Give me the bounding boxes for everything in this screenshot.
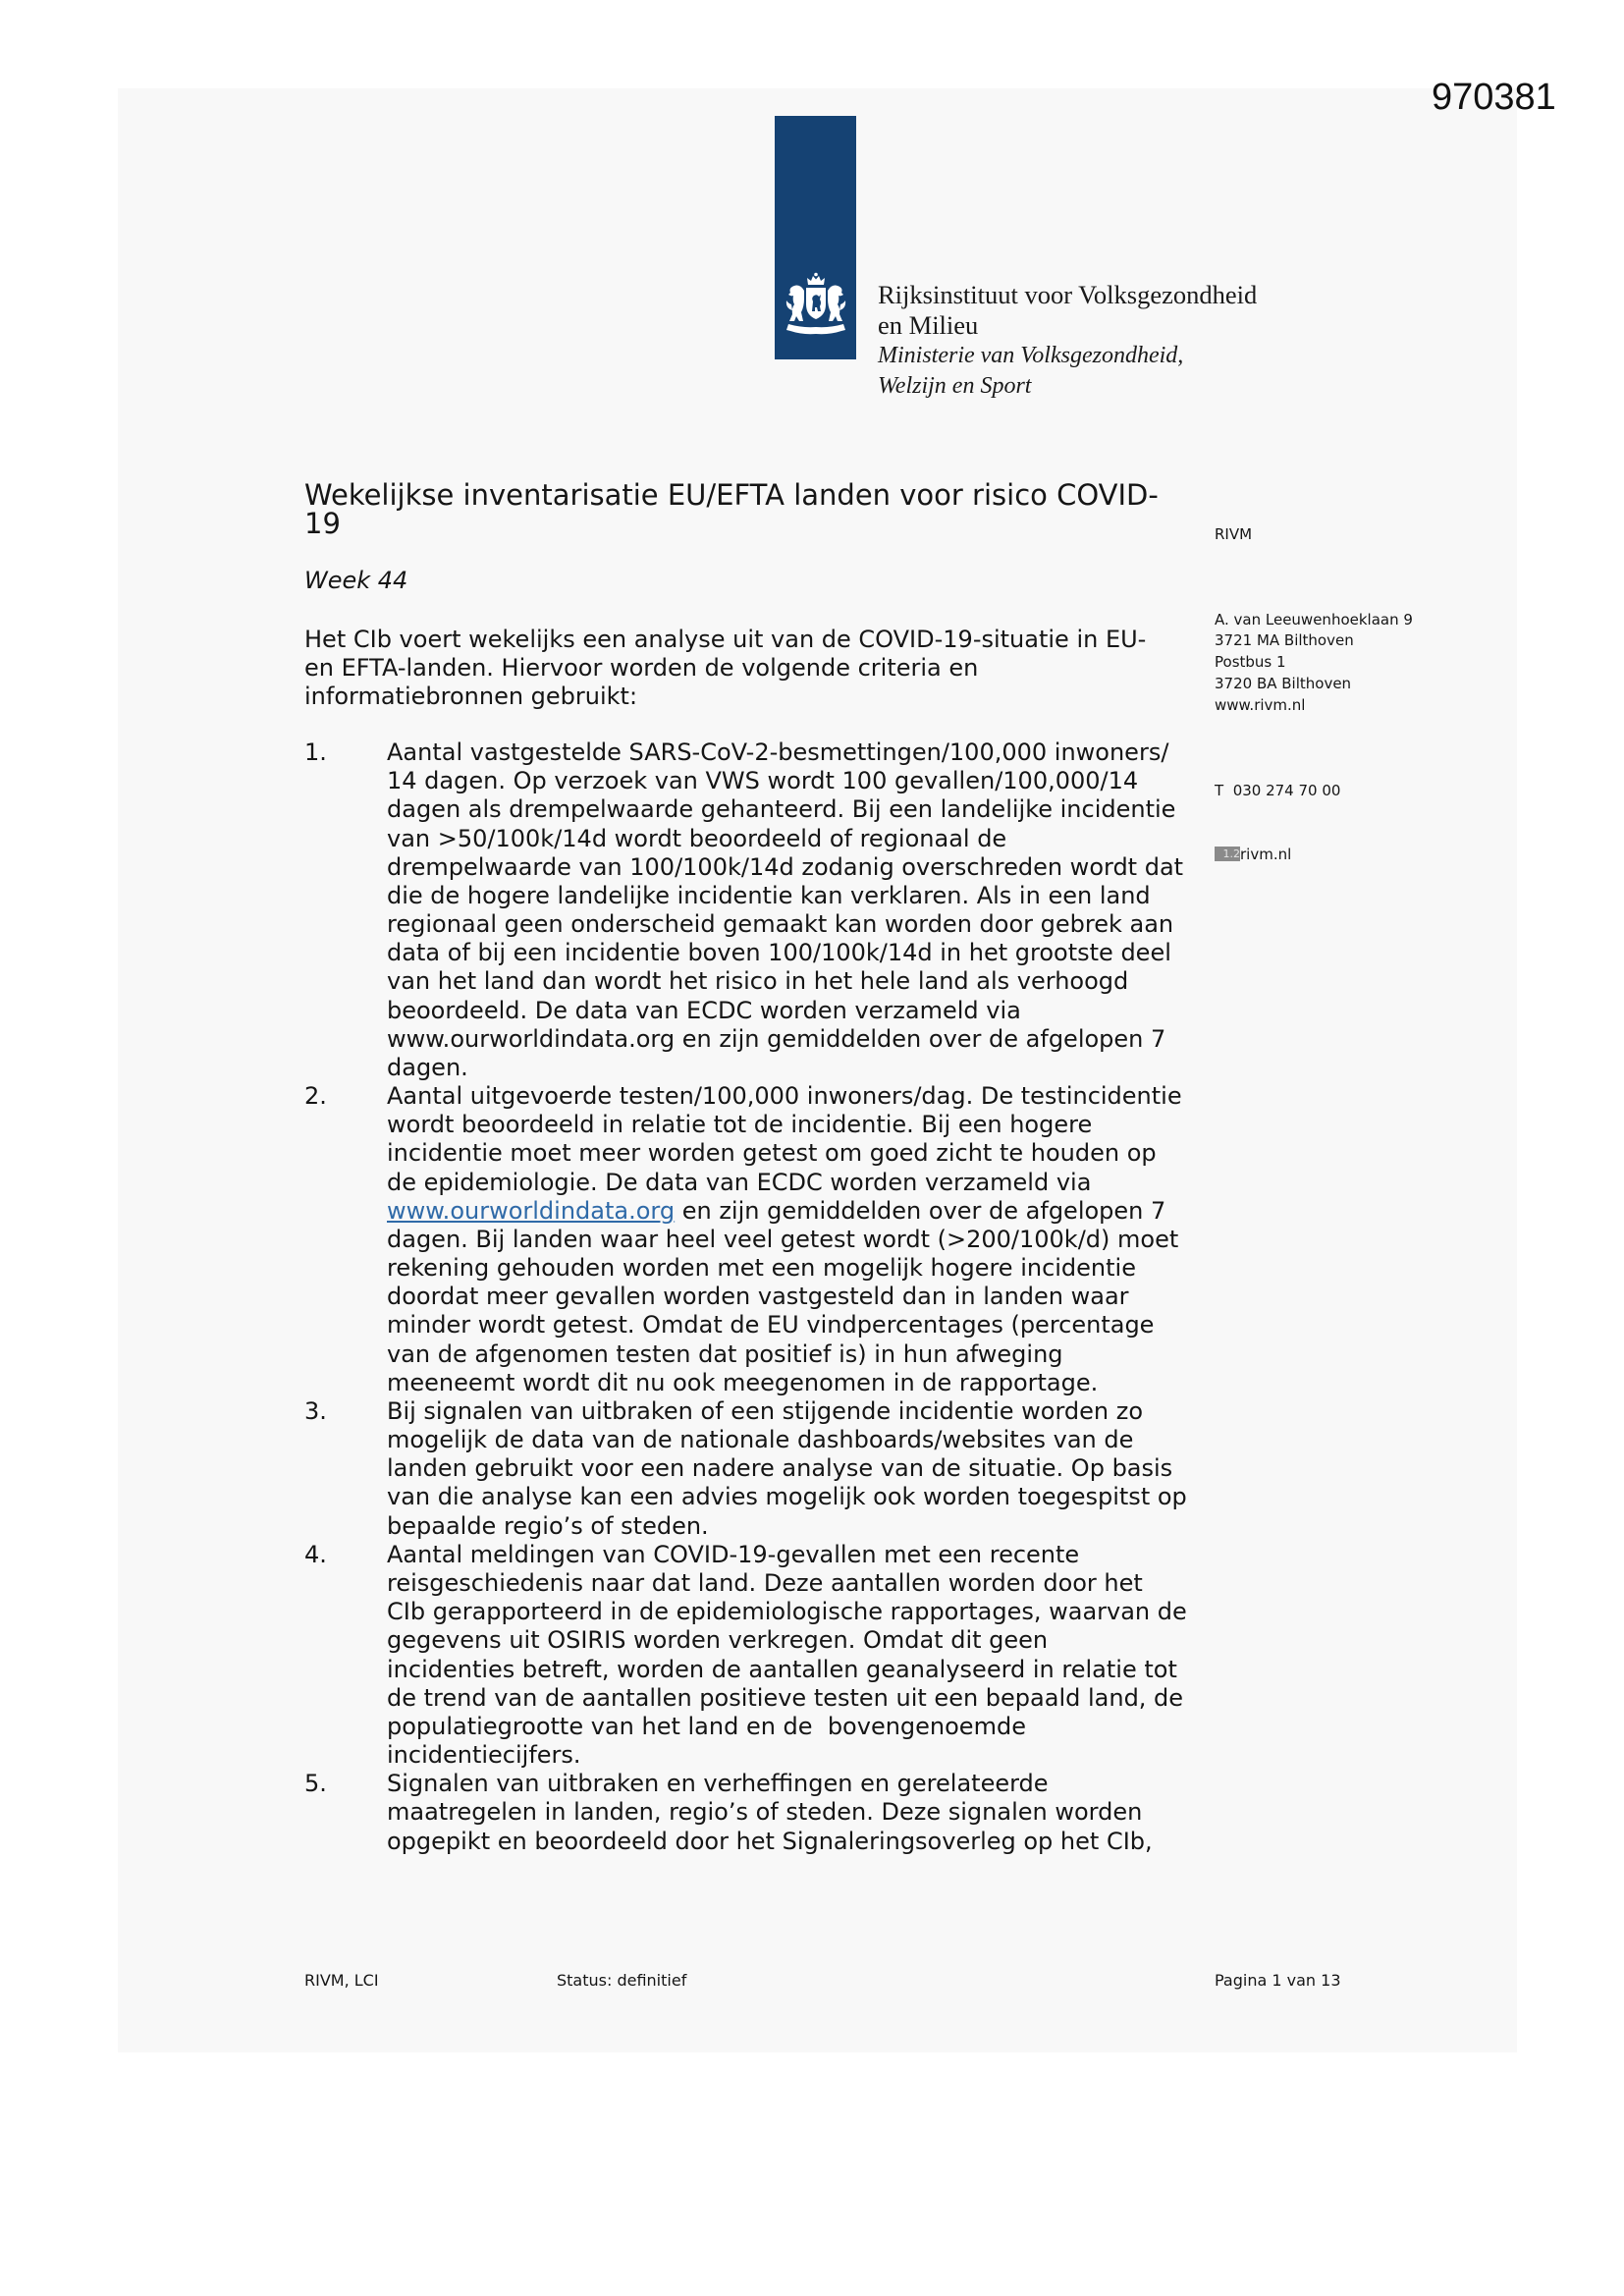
sender-phone: T 030 274 70 00 (1215, 781, 1341, 799)
criterion-number: 4. (304, 1540, 327, 1568)
criterion-line: maatregelen in landen, regio’s of steden. Deze signalen worden (387, 1798, 1143, 1827)
criterion-line: van >50/100k/14d wordt beoordeeld of regionaal de (387, 824, 1007, 852)
criterion-line: beoordeeld. De data van ECDC worden verzameld via (387, 996, 1021, 1024)
address-line: 3720 BA Bilthoven (1215, 674, 1352, 692)
criterion-line: 14 dagen. Op verzoek van VWS wordt 100 gevallen/100,000/14 (387, 767, 1139, 795)
sender-organization: RIVM (1215, 524, 1253, 543)
intro-line: informatiebronnen gebruikt: (304, 682, 638, 710)
criterion-item (304, 1541, 1187, 1770)
criterion-line: van het land dan wordt het risico in het hele land als verhoogd (387, 967, 1129, 996)
address-line: Postbus 1 (1215, 653, 1286, 671)
criterion-item (304, 1397, 1187, 1541)
address-line: 3721 MA Bilthoven (1215, 631, 1354, 650)
criterion-line (387, 1197, 1182, 1226)
title-line: Wekelijkse inventarisatie EU/EFTA landen voor risico COVID- (304, 478, 1159, 512)
criteria-list (304, 738, 1187, 1856)
organization-name (878, 280, 1257, 341)
document-title (304, 478, 1159, 540)
criterion-line: Aantal uitgevoerde testen/100,000 inwoners/dag. De testincidentie (387, 1082, 1182, 1111)
criterion-text (387, 1082, 1182, 1397)
criterion-line: Aantal vastgestelde SARS-CoV-2-besmettingen/100,000 inwoners/ (387, 738, 1169, 766)
organization-name-line: en Milieu (878, 310, 979, 340)
criterion-line: die de hogere landelijke incidentie kan verklaren. Als in een land (387, 881, 1151, 909)
document-id: 970381 (1432, 77, 1556, 118)
criterion-line: landen gebruikt voor een nadere analyse van de situatie. Op basis (387, 1454, 1173, 1483)
ourworldindata-link[interactable]: www.ourworldindata.org (387, 1196, 676, 1225)
criterion-line: mogelijk de data van de nationale dashboards/websites van de (387, 1426, 1134, 1454)
redaction-box: 1.2 (1215, 847, 1240, 861)
criterion-line: opgepikt en beoordeeld door het Signaleringsoverleg op het CIb, (387, 1827, 1153, 1855)
criterion-item (304, 1770, 1187, 1856)
email-domain: rivm.nl (1240, 845, 1292, 863)
criterion-line-text: en zijn gemiddelden over de afgelopen 7 (675, 1196, 1166, 1225)
criterion-line: data of bij een incidentie boven 100/100k/14d in het grootste deel (387, 939, 1171, 967)
footer-page-number: Pagina 1 van 13 (1215, 1971, 1341, 1990)
coat-of-arms-icon (781, 271, 851, 342)
criterion-number: 2. (304, 1082, 327, 1111)
criterion-line: van de afgenomen testen dat positief is) in hun afweging (387, 1339, 1063, 1368)
footer-department: RIVM, LCI (304, 1971, 379, 1990)
criterion-line: de epidemiologie. De data van ECDC worden verzameld via (387, 1168, 1092, 1196)
criterion-text (387, 1541, 1187, 1770)
criterion-line: drempelwaarde van 100/100k/14d zodanig overschreden wordt dat (387, 852, 1184, 881)
criterion-line: www.ourworldindata.org en zijn gemiddelden over de afgelopen 7 (387, 1024, 1166, 1053)
footer-status: Status: definitief (557, 1971, 687, 1990)
criterion-line: de trend van de aantallen positieve testen uit een bepaald land, de (387, 1683, 1184, 1712)
logo-bar (775, 116, 856, 359)
address-line: www.rivm.nl (1215, 695, 1306, 714)
ministry-name-line: Welzijn en Sport (878, 373, 1032, 399)
criterion-line: incidenties betreft, worden de aantallen geanalyseerd in relatie tot (387, 1655, 1177, 1683)
criterion-line: minder wordt getest. Omdat de EU vindpercentages (percentage (387, 1311, 1155, 1339)
ministry-name (878, 341, 1257, 402)
week-label: Week 44 (304, 567, 408, 594)
address-line: A. van Leeuwenhoeklaan 9 (1215, 610, 1413, 629)
title-line: 19 (304, 507, 341, 540)
criterion-line: incidentiecijfers. (387, 1741, 581, 1770)
criterion-line: doordat meer gevallen worden vastgesteld dan in landen waar (387, 1283, 1129, 1311)
criterion-line: gegevens uit OSIRIS worden verkregen. Omdat dit geen (387, 1626, 1049, 1655)
intro-paragraph (304, 626, 1146, 710)
criterion-line: wordt beoordeeld in relatie tot de incidentie. Bij een hogere (387, 1111, 1093, 1139)
criterion-line: van die analyse kan een advies mogelijk ook worden toegespitst op (387, 1483, 1187, 1511)
criterion-line: meeneemt wordt dit nu ook meegenomen in de rapportage. (387, 1368, 1099, 1396)
intro-line: en EFTA-landen. Hiervoor worden de volgende criteria en (304, 653, 979, 682)
ministry-name-line: Ministerie van Volksgezondheid, (878, 343, 1184, 368)
criterion-line: dagen. (387, 1053, 468, 1081)
criterion-line: Bij signalen van uitbraken of een stijgende incidentie worden zo (387, 1396, 1144, 1425)
sender-address (1215, 610, 1413, 717)
criterion-text (387, 1397, 1187, 1541)
criterion-line: populatiegrootte van het land en de bovengenoemde (387, 1712, 1026, 1740)
logo-wordmark (878, 280, 1257, 402)
criterion-item (304, 738, 1187, 1082)
intro-line: Het CIb voert wekelijks een analyse uit van de COVID-19-situatie in EU- (304, 626, 1147, 653)
criterion-line: rekening gehouden worden met een mogelijk hogere incidentie (387, 1254, 1136, 1283)
criterion-line: bepaalde regio’s of steden. (387, 1511, 709, 1540)
criterion-number: 3. (304, 1396, 327, 1425)
criterion-line: incidentie moet meer worden getest om goed zicht te houden op (387, 1139, 1157, 1168)
criterion-line: regionaal geen onderscheid gemaakt kan worden door gebrek aan (387, 910, 1174, 939)
criterion-line: Aantal meldingen van COVID-19-gevallen met een recente (387, 1540, 1080, 1568)
criterion-item (304, 1082, 1187, 1397)
criterion-line: CIb gerapporteerd in de epidemiologische rapportages, waarvan de (387, 1598, 1187, 1626)
criterion-line: Signalen van uitbraken en verheffingen en gerelateerde (387, 1770, 1049, 1798)
criterion-line: reisgeschiedenis naar dat land. Deze aantallen worden door het (387, 1568, 1143, 1597)
criterion-line: dagen. Bij landen waar heel veel getest wordt (>200/100k/d) moet (387, 1225, 1179, 1253)
sender-block (1215, 481, 1413, 887)
sender-email (1215, 845, 1413, 866)
criterion-text (387, 738, 1183, 1082)
organization-name-line: Rijksinstituut voor Volksgezondheid (878, 280, 1258, 309)
criterion-number: 1. (304, 738, 327, 766)
criterion-text (387, 1770, 1153, 1856)
criterion-line: dagen als drempelwaarde gehanteerd. Bij een landelijke incidentie (387, 795, 1176, 824)
criterion-number: 5. (304, 1770, 327, 1798)
